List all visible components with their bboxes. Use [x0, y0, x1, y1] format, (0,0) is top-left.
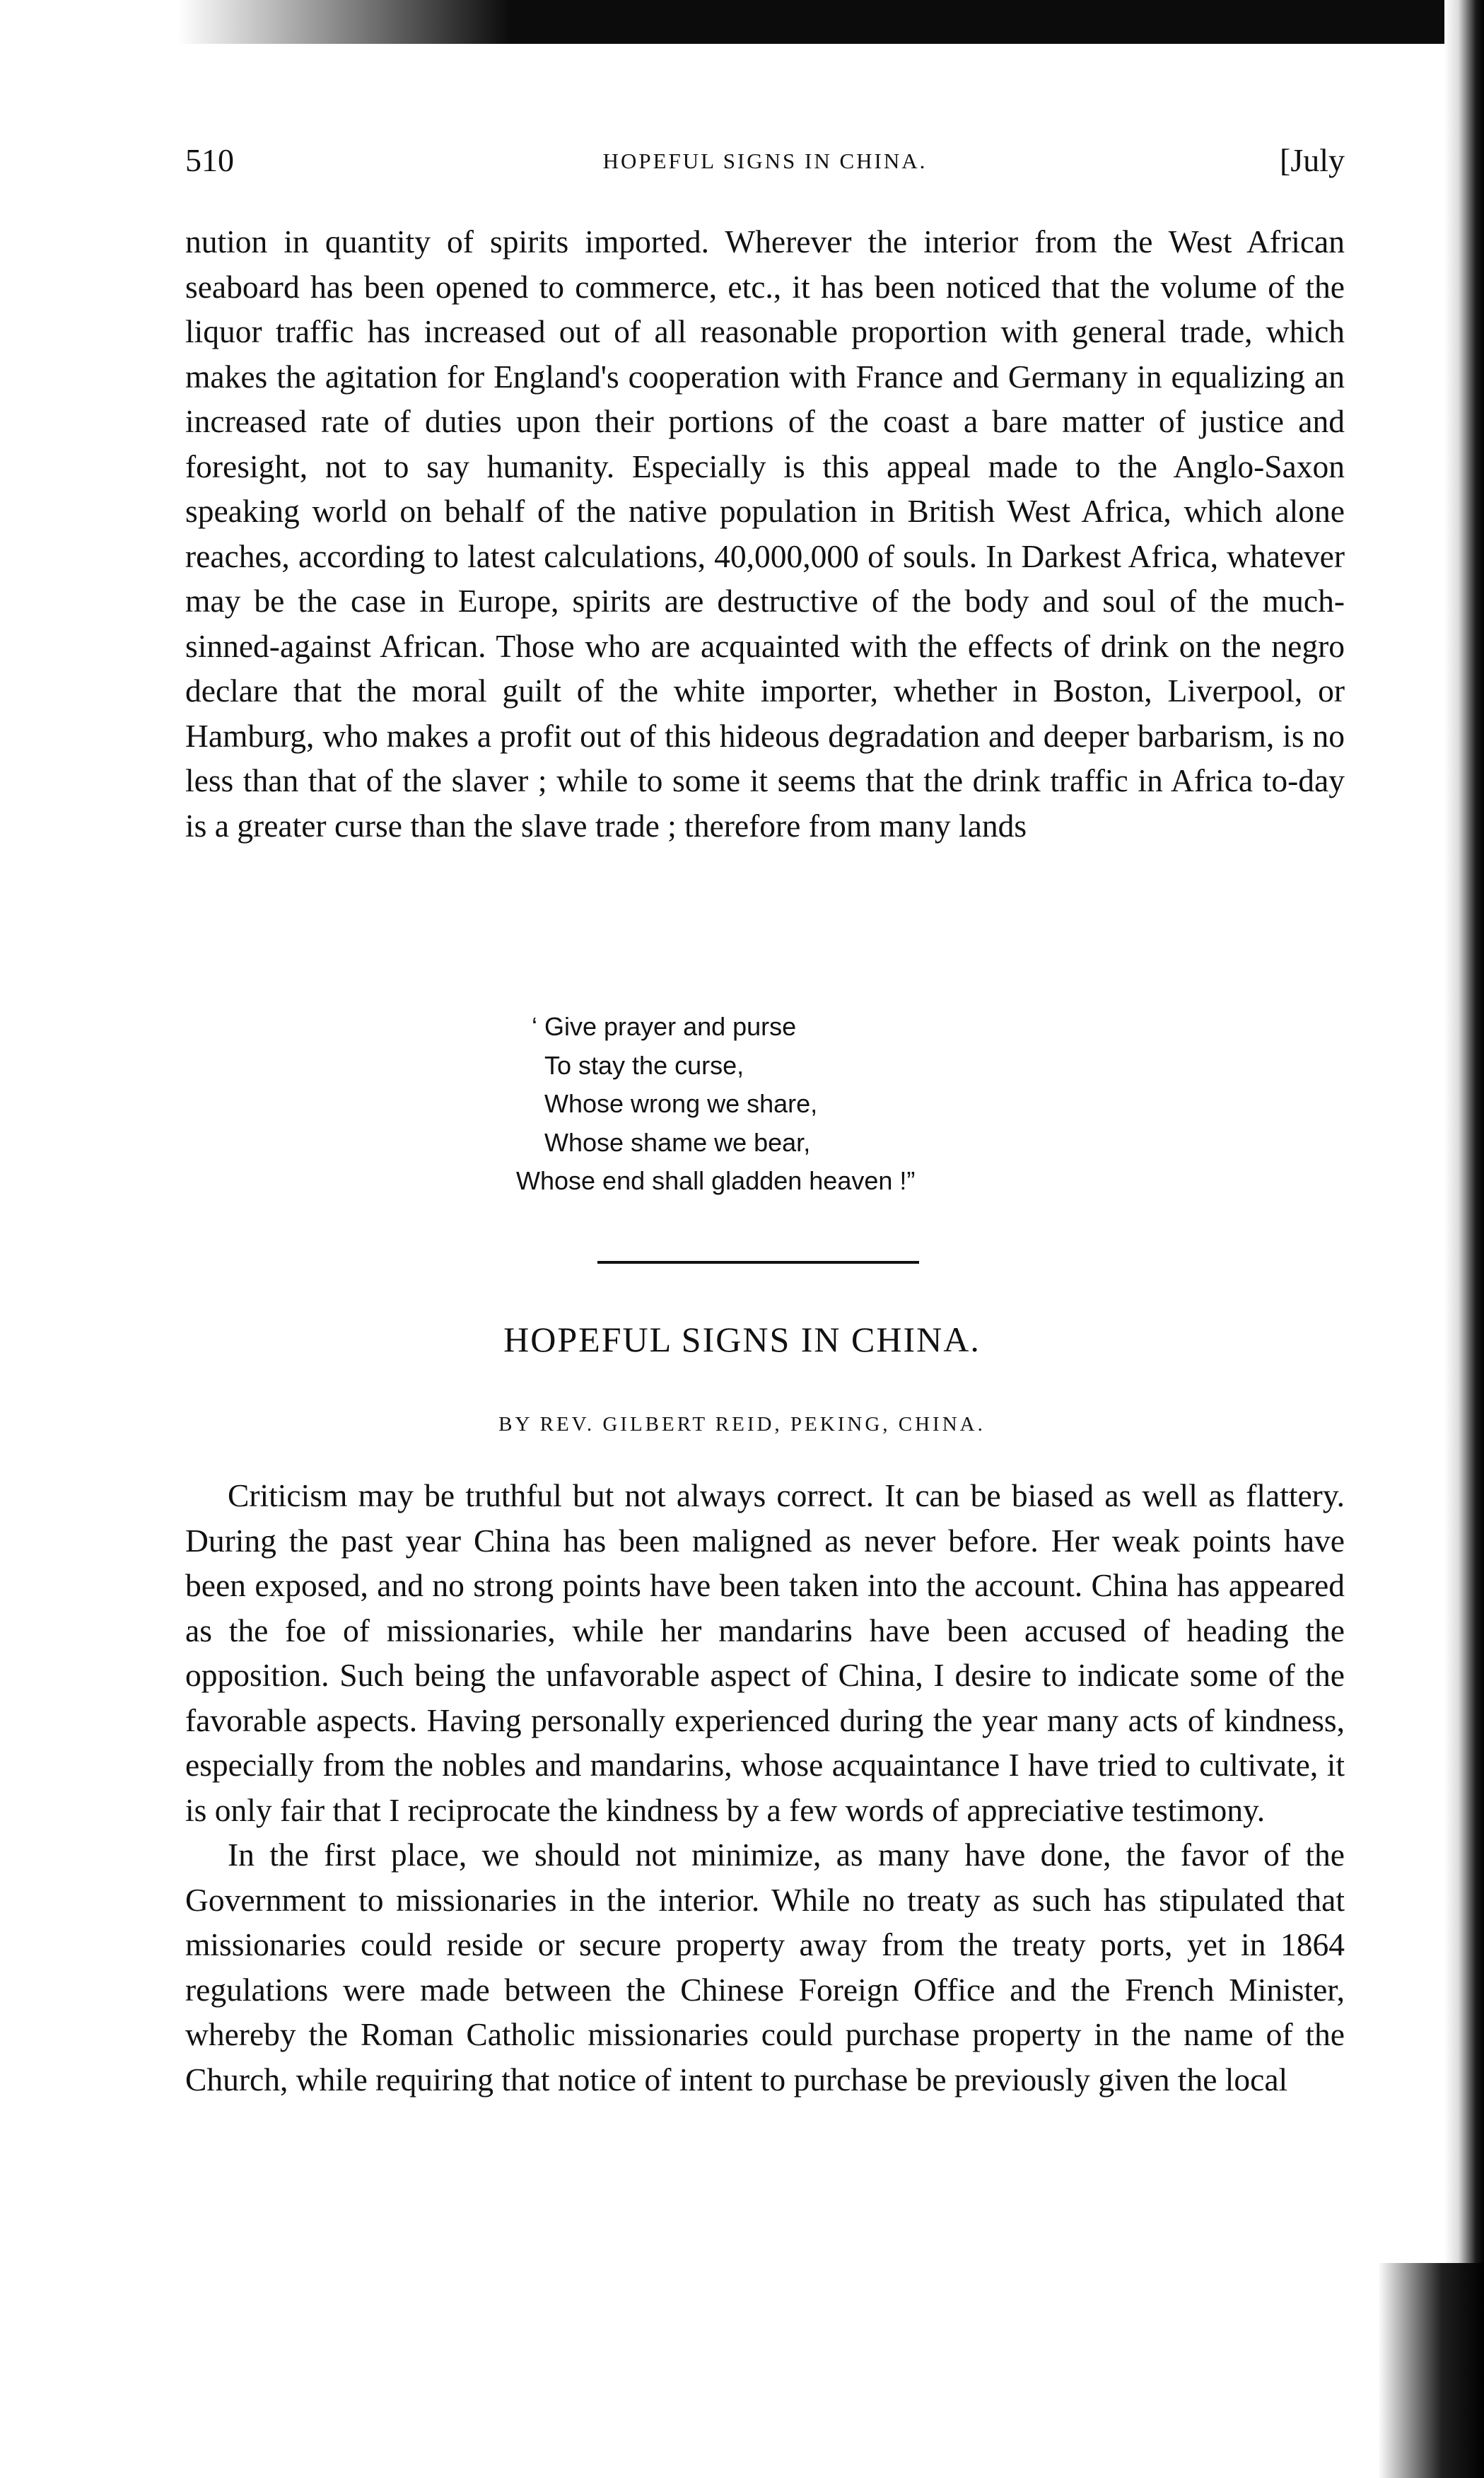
running-month: [July [1280, 142, 1345, 178]
article-body [185, 1473, 1345, 2102]
continued-paragraph: nution in quantity of spirits imported. Wherever the interior from the West African seaboard has been opened to commerce, etc., it has been noticed that the volume of the liquor traffic has increased out of all reasonable proportion with general trade, which makes the agitation for England's cooperation with France and Germany in equalizing an increased rate of duties upon their portions of the coast a bare matter of justice and foresight, not to say humanity. Especially is this appeal made to the Anglo-Saxon speaking world on behalf of the native population in British West Africa, which alone reaches, according to latest calculations, 40,000,000 of souls. In Darkest Africa, whatever may be the case in Europe, spirits are destructive of the body and soul of the much-sinned-against African. Those who are acquainted with the effects of drink on the negro declare that the moral guilt of the white importer, whether in Boston, Liverpool, or Hamburg, who makes a profit out of this hideous degradation and deeper barbarism, is no less than that of the slaver ; while to some it seems that the drink traffic in Africa to-day is a greater curse than the slave trade ; therefore from many lands [185, 223, 1345, 844]
page-number: 510 [185, 142, 234, 178]
article-byline: BY REV. GILBERT REID, PEKING, CHINA. [498, 1413, 986, 1436]
section-divider [597, 1261, 919, 1264]
poem-line: Whose shame we bear, [544, 1127, 811, 1157]
scan-corner-shadow [1378, 2263, 1484, 2478]
scan-border-fade [0, 0, 509, 44]
article-paragraph: In the first place, we should not minimize, as many have done, the favor of the Government to missionaries in the interior. While no treaty as such has stipulated that missionaries could reside or secure property away from the treaty ports, yet in 1864 regulations were made between the Chinese Foreign Office and the French Minister, whereby the Roman Catholic missionaries could purchase property in the name of the Church, while requiring that notice of intent to purchase be previously given the local [185, 1837, 1345, 2098]
continued-text-block [185, 219, 1345, 848]
scan-right-edge [1444, 0, 1484, 2478]
poem-line: Whose end shall gladden heaven !” [516, 1166, 916, 1195]
running-title: HOPEFUL SIGNS IN CHINA. [602, 149, 928, 173]
page-header [185, 141, 1345, 191]
article-title: HOPEFUL SIGNS IN CHINA. [503, 1320, 981, 1359]
poem-line: Whose wrong we share, [544, 1089, 818, 1118]
poem-quotation [516, 1008, 915, 1201]
poem-line: ‘ Give prayer and purse [532, 1012, 797, 1041]
poem-line: To stay the curse, [544, 1050, 744, 1080]
article-paragraph: Criticism may be truthful but not always correct. It can be biased as well as flattery. During the past year China has been maligned as never before. Her weak points have been exposed, and no strong points have been taken into the account. China has appeared as the foe of missionaries, while her mandarins have been accused of heading the opposition. Such being the unfavorable aspect of China, I desire to indicate some of the favorable aspects. Having personally experienced during the year many acts of kindness, especially from the nobles and mandarins, whose acquaintance I have tried to cultivate, it is only fair that I reciprocate the kindness by a few words of appreciative testimony. [185, 1477, 1345, 1828]
